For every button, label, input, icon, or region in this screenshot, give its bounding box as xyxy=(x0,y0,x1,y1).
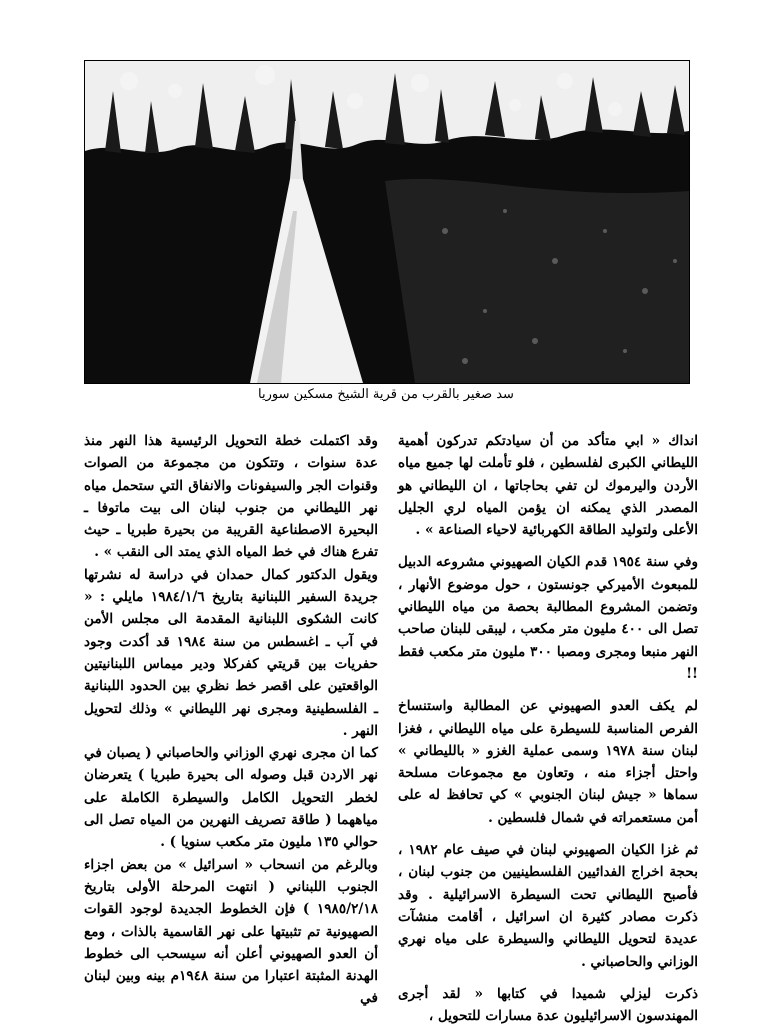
paragraph: وبالرغم من انسحاب « اسرائيل » من بعض اجزاء الجنوب اللبناني ( انتهت المرحلة الأولى بتاريخ ١٩٨٥/٢/١٨ ) فإن الخطوط الجديدة لوجود القوات الصهيونية تم تثبيتها على نهر القاسمية بالذات ، ومع أن العدو الصهيوني أعلن أنه سيسحب الى خطوط الهدنة المثبتة اعتبارا من سنة ١٩٤٨م بينه وبين لبنان في xyxy=(84,856,378,1007)
article-column-right xyxy=(398,430,698,1027)
photo-caption: سد صغير بالقرب من قرية الشيخ مسكين سوريا xyxy=(258,387,514,402)
paragraph: ويقول الدكتور كمال حمدان في دراسة له نشرتها جريدة السفير اللبنانية بتاريخ ١٩٨٤/١/٦ مايلي : « كانت الشكوى اللبنانية المقدمة الى مجلس الأمن في آب ـ اغسطس من سنة ١٩٨٤ قد أكدت وجود حفريات بين قريتي كفركلا ودير ميماس اللبنانيتين الواقعتين على اقصر خط نظري بين الحدود اللبنانية ـ الفلسطينية ومجرى نهر الليطاني » وذلك لتحويل النهر . xyxy=(84,566,379,739)
paragraph: وفي سنة ١٩٥٤ قدم الكيان الصهيوني مشروعه الدبيل للمبعوث الأميركي جونستون ، حول موضوع الأنهار ، وتضمن المشروع المطالبة بحصة من مياه الليطاني تصل الى ٤٠٠ مليون متر مكعب ، ليبقى للبنان صاحب النهر منبعا ومجرى ومصبا ٣٠٠ مليون متر مكعب فقط !! xyxy=(398,554,699,682)
paragraph: لم يكف العدو الصهيوني عن المطالبة واستنساخ الفرص المناسبة للسيطرة على مياه الليطاني ، فغزا لبنان سنة ١٩٧٨ وسمى عملية الغزو « بالليطاني » واحتل أجزاء منه ، وتعاون مع مجموعات مسلحة سماها « جيش لبنان الجنوبي » كي تحافظ له على أمن مستعمراته في شمال فلسطين . xyxy=(398,698,698,826)
article-column-left xyxy=(84,430,378,1010)
paragraph: وقد اكتملت خطة التحويل الرئيسية هذا النهر منذ عدة سنوات ، وتتكون من مجموعة من الصوات وقنوات الجر والسيفونات والانفاق التي ستحمل مياه نهر الليطاني من جنوب لبنان الى بيت ماتوفا ـ البحيرة الاصطناعية القريبة من بحيرة طبريا ـ حيث تفرع هناك في خط المياه الذي يمتد الى النقب » . xyxy=(84,433,378,561)
paragraph: ثم غزا الكيان الصهيوني لبنان في صيف عام ١٩٨٢ ، بحجة اخراج الفدائيين الفلسطينيين من جنوب لبنان ، فأصبح الليطاني تحت السيطرة الاسرائيلية . وقد ذكرت مصادر كثيرة ان اسرائيل ، أقامت منشآت عديدة لتحويل الليطاني والسيطرة على مياه نهري الوزاني والحاصباني . xyxy=(398,842,698,970)
paragraph: كما ان مجرى نهري الوزاني والحاصباني ( يصبان في نهر الاردن قبل وصوله الى بحيرة طبريا ) يتعرضان لخطر التحويل الكامل والسيطرة الكاملة على مياههما ( طاقة تصريف النهرين من المياه تصل الى حوالي ١٣٥ مليون متر مكعب سنويا ) . xyxy=(84,745,378,851)
canal-landscape-photo xyxy=(84,60,690,384)
paragraph: انداك « ابي متأكد من أن سيادتكم تدركون أهمية الليطاني الكبرى لفلسطين ، فلو تأملت لها جميع مياه الأردن واليرموك لن تفي بحاجاتها ، ان الليطاني هو المصدر الذي يمكنه ان يؤمن المياه لري الجليل الأعلى ولتوليد الطاقة الكهربائية لاحياء الصناعة » . xyxy=(398,433,698,539)
paragraph: ذكرت ليزلي شميدا في كتابها « لقد أجرى المهندسون الاسرائيليون عدة مسارات للتحويل ، xyxy=(398,985,698,1025)
